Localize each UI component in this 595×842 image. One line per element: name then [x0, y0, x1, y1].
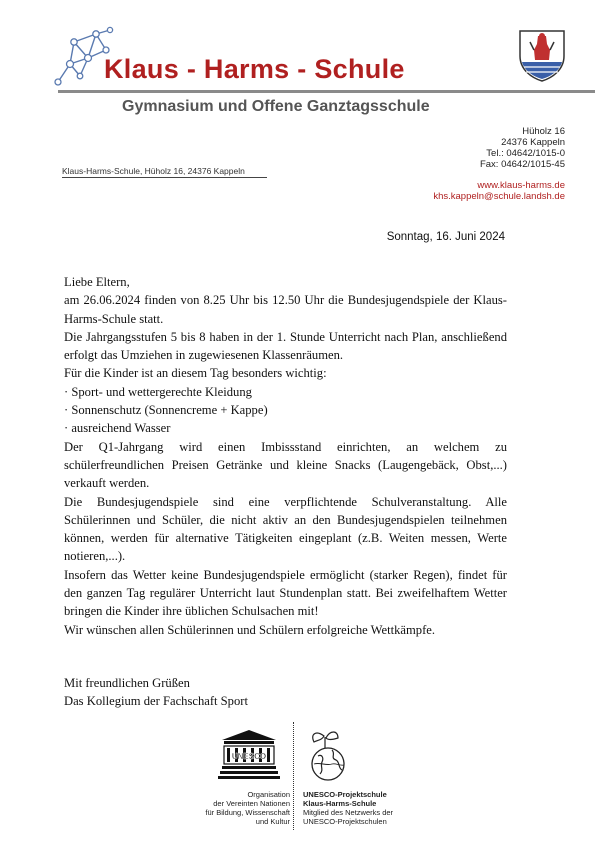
unesco-caption-line: Organisation [247, 790, 290, 799]
paragraph-event: am 26.06.2024 finden von 8.25 Uhr bis 12.50 Uhr die Bundesjugendspiele der Klaus-Harms-Schule statt. [64, 293, 507, 326]
school-name: Klaus - Harms - Schule [104, 54, 405, 84]
list-item: · ausreichend Wasser [64, 421, 171, 436]
projekt-caption-title: UNESCO-Projektschule [303, 790, 387, 799]
address-street: Hüholz 16 [522, 126, 565, 137]
closing-greeting: Mit freundlichen Grüßen [64, 676, 190, 690]
email-link[interactable]: khs.kappeln@schule.landsh.de [433, 191, 565, 202]
website-link[interactable]: www.klaus-harms.de [477, 180, 565, 191]
projekt-caption-line: UNESCO-Projektschulen [303, 817, 387, 826]
paragraph-mandatory: Die Bundesjugendspiele sind eine verpflichtende Schulveranstaltung. Alle Schülerinnen und Schüler, die nicht aktiv an den Bundesjugendspielen teilnehmen können, werden für alternative Tätigkeiten eingeplant (z.B. Weiten messen, Werte notieren,...). [64, 494, 507, 564]
list-item: · Sonnenschutz (Sonnencreme + Kappe) [64, 403, 268, 418]
unesco-logo-text: UNESCO [231, 752, 267, 761]
address-phone: Tel.: 04642/1015-0 [486, 148, 565, 159]
address-city: 24376 Kappeln [501, 137, 565, 148]
footer-divider [293, 722, 294, 830]
letter-date: Sonntag, 16. Juni 2024 [386, 231, 505, 243]
list-item: · Sport- und wettergerechte Kleidung [64, 384, 252, 399]
unesco-temple-icon [218, 728, 280, 782]
return-address: Klaus-Harms-Schule, Hüholz 16, 24376 Kappeln [62, 166, 245, 176]
letter-body [64, 273, 507, 639]
unesco-caption-line: und Kultur [255, 817, 290, 826]
paragraph-weather: Insofern das Wetter keine Bundesjugendspiele ermöglicht (starker Regen), findet für den ganzen Tag regulärer Unterricht laut Stundenplan statt. Bei zweifelhaftem Wetter bringen die Kinder ihre üblichen Schulsachen mit! [64, 567, 507, 619]
globe-icon [302, 728, 354, 784]
address-fax: Fax: 04642/1015-45 [479, 159, 565, 170]
paragraph-wishes: Wir wünschen allen Schülerinnen und Schülern erfolgreiche Wettkämpfe. [64, 622, 436, 637]
address-block [480, 126, 565, 170]
paragraph-snack-stand: Der Q1-Jahrgang wird einen Imbissstand einrichten, an welchem zu schülerfreundlichen Preisen Getränke und kleine Snacks (Laugengebäck, Obst,...) verkauft werden. [64, 439, 507, 491]
salutation: Liebe Eltern, [64, 275, 130, 289]
paragraph-important: Für die Kinder ist an diesem Tag besonders wichtig: [64, 366, 327, 381]
projekt-caption [303, 790, 393, 826]
projekt-caption-line: Mitglied des Netzwerks der [303, 808, 394, 817]
closing-signature: Das Kollegium der Fachschaft Sport [64, 694, 248, 709]
school-subtitle: Gymnasium und Offene Ganztagsschule [122, 98, 430, 115]
return-address-rule [62, 177, 267, 178]
header-rule [58, 90, 595, 93]
paragraph-schedule: Die Jahrgangsstufen 5 bis 8 haben in der 1. Stunde Unterricht nach Plan, anschließend erfolgt das Umziehen in zugewiesenen Klassenräumen. [64, 329, 507, 363]
unesco-caption [170, 790, 290, 826]
contact-web-block [433, 180, 565, 202]
closing [64, 674, 248, 711]
unesco-caption-line: für Bildung, Wissenschaft [205, 808, 290, 817]
unesco-caption-line: der Vereinten Nationen [213, 799, 290, 808]
projekt-caption-school: Klaus-Harms-Schule [303, 799, 377, 808]
coat-of-arms-icon [516, 28, 568, 82]
